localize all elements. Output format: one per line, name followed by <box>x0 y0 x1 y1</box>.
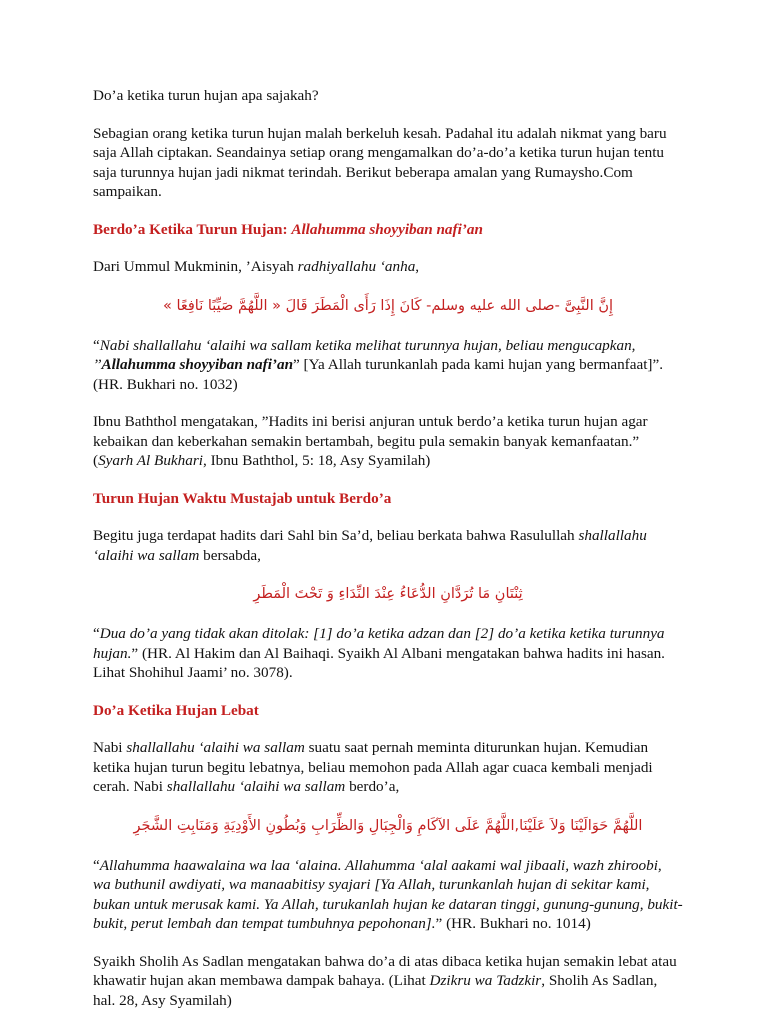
hadith-translation-3 <box>93 856 683 934</box>
section3-paragraph <box>93 738 683 797</box>
section-heading-text: Berdo’a Ketika Turun Hujan: <box>93 220 288 238</box>
section3-italic-d: shallallahu ‘alaihi wa sallam <box>166 778 346 795</box>
section-heading-lebat: Do’a Ketika Hujan Lebat <box>93 701 259 719</box>
section-heading-italic: Allahumma shoyyiban nafi’an <box>291 220 483 238</box>
closing-text-b: , Sholih As Sadlan, hal. 28, Asy Syamilah) <box>93 972 658 1009</box>
closing-paragraph <box>93 952 683 1011</box>
hadith-bold-italic-text: Allahumma shoyyiban nafi’an <box>101 356 294 373</box>
commentary-source-rest: , Ibnu Baththol, 5: 18, Asy Syamilah) <box>202 452 431 469</box>
section3-text-c: suatu saat pernah meminta diturunkan hujan. Kemudian ketika hujan turun begitu lebatnya, beliau memohon pada Allah agar cuaca kembali menjadi cerah. Nabi <box>93 739 653 795</box>
section3-text-a: Nabi <box>93 739 123 756</box>
section2-intro-suffix: bersabda, <box>203 546 261 564</box>
hadith-open-quote: “ <box>93 336 100 354</box>
section2-intro-italic: shallallahu ‘alaihi wa sallam <box>93 527 647 564</box>
section2-intro <box>93 526 683 565</box>
section3-italic-b: shallallahu ‘alaihi wa sallam <box>126 739 305 756</box>
section-heading-berdoa <box>93 220 683 240</box>
hadith3-open-quote: “ <box>93 856 100 874</box>
arabic-hadith-1: إِنَّ النَّبِىَّ -صلى الله عليه وسلم- كَانَ إِذَا رَأَى الْمَطَرَ قَالَ « اللَّهُمَّ صَيِّبًا نَافِعًا » <box>162 297 614 314</box>
hadith3-italic-text: Allahumma haawalaina wa laa ‘alaina. Allahumma ‘alal aakami wal jibaali, wazh zhiroobi, wa buthunil awdiyati, wa manaabitisy syajari [Ya Allah, turunkanlah hujan di sekitar kami, bukan untuk merusak kami. Ya Allah, turukanlah hujan ke dataran tinggi, gunung-gunung, bukit-bukit, perut lembah dan tempat tumbuhnya pepohonan]. <box>93 856 683 932</box>
hadith2-rest-text: ” (HR. Al Hakim dan Al Baihaqi. Syaikh Al Albani mengatakan bahwa hadits ini hasan. Lihat Shohihul Jaami’ no. 3078). <box>93 644 665 681</box>
commentary-text: Ibnu Baththol mengatakan, ”Hadits ini berisi anjuran untuk berdo’a ketika turun hujan agar kebaikan dan keberkahan semakin bertambah, begitu pula semakin banyak kemanfaatan.” <box>93 413 648 450</box>
arabic-hadith-2: ثِنْتَانِ مَا تُرَدَّانِ الدُّعَاءُ عِنْدَ النِّدَاءِ وَ تَحْتَ الْمَطَرِ <box>253 586 523 602</box>
commentary-paragraph: Ibnu Baththol mengatakan, ”Hadits ini berisi anjuran untuk berdo’a ketika turun hujan agar kebaikan dan keberkahan semakin bertambah, begitu pula semakin banyak kemanfaatan.” (Syarh Al Bukhari, Ibnu Baththol, 5: 18, Asy Syamilah) <box>93 413 648 469</box>
section3-text-e: berdo’a, <box>349 778 400 795</box>
narrator-line <box>93 257 683 277</box>
intro-paragraph: Sebagian orang ketika turun hujan malah berkeluh kesah. Padahal itu adalah nikmat yang baru saja Allah ciptakan. Seandainya setiap orang mengamalkan do’a-do’a ketika turun hujan tentu saja turunnya hujan jadi nikmat terindah. Berikut beberapa amalan yang Rumaysho.Com sampaikan. <box>93 124 667 200</box>
closing-text-a: Syaikh Sholih As Sadlan mengatakan bahwa do’a di atas dibaca ketika hujan semakin lebat atau khawatir hujan akan membawa dampak bahaya. (Lihat <box>93 952 677 989</box>
narrator-suffix: , <box>415 258 420 275</box>
section-heading-mustajab: Turun Hujan Waktu Mustajab untuk Berdo’a <box>93 489 392 507</box>
narrator-italic: radhiyallahu ‘anha <box>297 258 416 275</box>
hadith-translation-2 <box>93 624 683 683</box>
closing-italic: Dzikru wa Tadzkir <box>429 972 542 989</box>
arabic-doa-3: اللَّهُمَّ حَوَالَيْنَا وَلاَ عَلَيْنَا,اللَّهُمَّ عَلَى الآكَامِ وَالْجِبَالِ وَالظِّرَابِ وَبُطُونِ الأَوْدِيَةِ وَمَنَابِتِ الشَّجَرِ <box>133 817 643 834</box>
hadith2-open-quote: “ <box>93 625 100 642</box>
hadith3-rest-text: ” (HR. Bukhari no. 1014) <box>435 915 591 932</box>
document-page <box>93 86 683 1010</box>
hadith2-italic-text: Dua do’a yang tidak akan ditolak: [1] do’a ketika adzan dan [2] do’a ketika ketika turunnya hujan. <box>93 625 665 662</box>
narrator-text: Dari Ummul Mukminin, ’Aisyah <box>93 258 294 275</box>
hadith-italic-text: Nabi shallallahu ‘alaihi wa sallam ketika melihat turunnya hujan, beliau mengucapkan, ’’ <box>93 336 636 373</box>
hadith-rest-text: ” [Ya Allah turunkanlah pada kami hujan yang bermanfaat]”. (HR. Bukhari no. 1032) <box>93 356 664 393</box>
hadith-translation-1 <box>93 336 683 395</box>
intro-question: Do’a ketika turun hujan apa sajakah? <box>93 87 319 104</box>
section2-intro-text: Begitu juga terdapat hadits dari Sahl bin Sa’d, beliau berkata bahwa Rasulullah <box>93 527 575 544</box>
commentary-source-italic: Syarh Al Bukhari <box>98 452 203 469</box>
